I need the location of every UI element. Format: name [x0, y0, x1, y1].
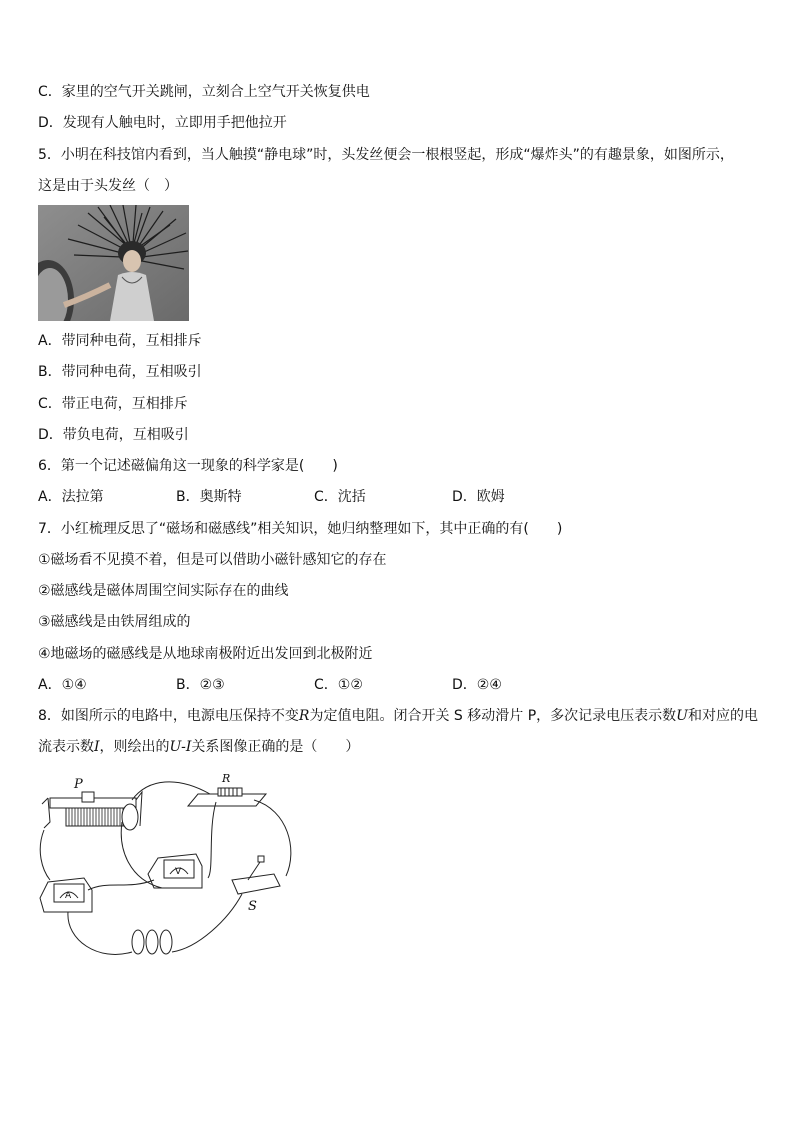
- q5-stem-line1: 5．小明在科技馆内看到，当人触摸“静电球”时，头发丝便会一根根竖起，形成“爆炸头”的有趣景象，如图所示，: [38, 147, 734, 163]
- q8-symbol-ui: U-I: [169, 739, 192, 755]
- ammeter-label: A: [65, 891, 72, 901]
- q8-stem-line1: [38, 707, 758, 725]
- q6-option-a: A．法拉第: [38, 489, 104, 505]
- q5-stem-line2: 这是由于头发丝（ ）: [38, 178, 178, 194]
- q6-option-d: D．欧姆: [452, 489, 505, 505]
- circuit-label-p: P: [74, 777, 83, 792]
- q8-text-6: 关系图像正确的是（ ）: [191, 739, 360, 755]
- q6-options: [38, 488, 758, 506]
- q4-option-d: D．发现有人触电时，立即用手把他拉开: [38, 115, 287, 131]
- q7-statement-1: ①磁场看不见摸不着，但是可以借助小磁针感知它的存在: [38, 552, 387, 568]
- q6-option-b: B．奥斯特: [176, 489, 242, 505]
- q5-option-b: B．带同种电荷，互相吸引: [38, 364, 202, 380]
- q5-option-d: D．带负电荷，互相吸引: [38, 427, 189, 443]
- q8-symbol-i: I: [94, 739, 100, 755]
- q4-option-c: C．家里的空气开关跳闸，立刻合上空气开关恢复供电: [38, 84, 370, 100]
- q7-option-a: A．①④: [38, 677, 87, 693]
- q8-symbol-u: U: [676, 708, 688, 724]
- circuit-label-s: S: [248, 899, 257, 914]
- q8-stem-line2: [38, 738, 359, 756]
- q5-option-a: A．带同种电荷，互相排斥: [38, 333, 202, 349]
- voltmeter-label: V: [175, 867, 182, 877]
- circuit-label-r: R: [222, 772, 231, 785]
- circuit-diagram: [38, 770, 308, 965]
- q8-text-5: ，则绘出的: [99, 739, 170, 755]
- q7-stem: 7．小红梳理反思了“磁场和磁感线”相关知识，她归纳整理如下，其中正确的有( ): [38, 521, 563, 537]
- q8-text-1: 8．如图所示的电路中，电源电压保持不变: [38, 708, 299, 724]
- static-ball-photo: [38, 205, 189, 321]
- q7-option-c: C．①②: [314, 677, 363, 693]
- q8-text-4: 流表示数: [38, 739, 94, 755]
- q5-option-c: C．带正电荷，互相排斥: [38, 396, 188, 412]
- q6-stem: 6．第一个记述磁偏角这一现象的科学家是( ): [38, 458, 338, 474]
- q8-symbol-r: R: [298, 708, 310, 724]
- q7-options: [38, 676, 758, 694]
- q8-text-2: 为定值电阻。闭合开关 S 移动滑片 P，多次记录电压表示数: [309, 708, 677, 724]
- q6-option-c: C．沈括: [314, 489, 366, 505]
- q8-text-3: 和对应的电: [687, 708, 758, 724]
- q7-statement-2: ②磁感线是磁体周围空间实际存在的曲线: [38, 583, 289, 599]
- q7-statement-4: ④地磁场的磁感线是从地球南极附近出发回到北极附近: [38, 646, 373, 662]
- q7-option-b: B．②③: [176, 677, 225, 693]
- q7-statement-3: ③磁感线是由铁屑组成的: [38, 614, 191, 630]
- q7-option-d: D．②④: [452, 677, 502, 693]
